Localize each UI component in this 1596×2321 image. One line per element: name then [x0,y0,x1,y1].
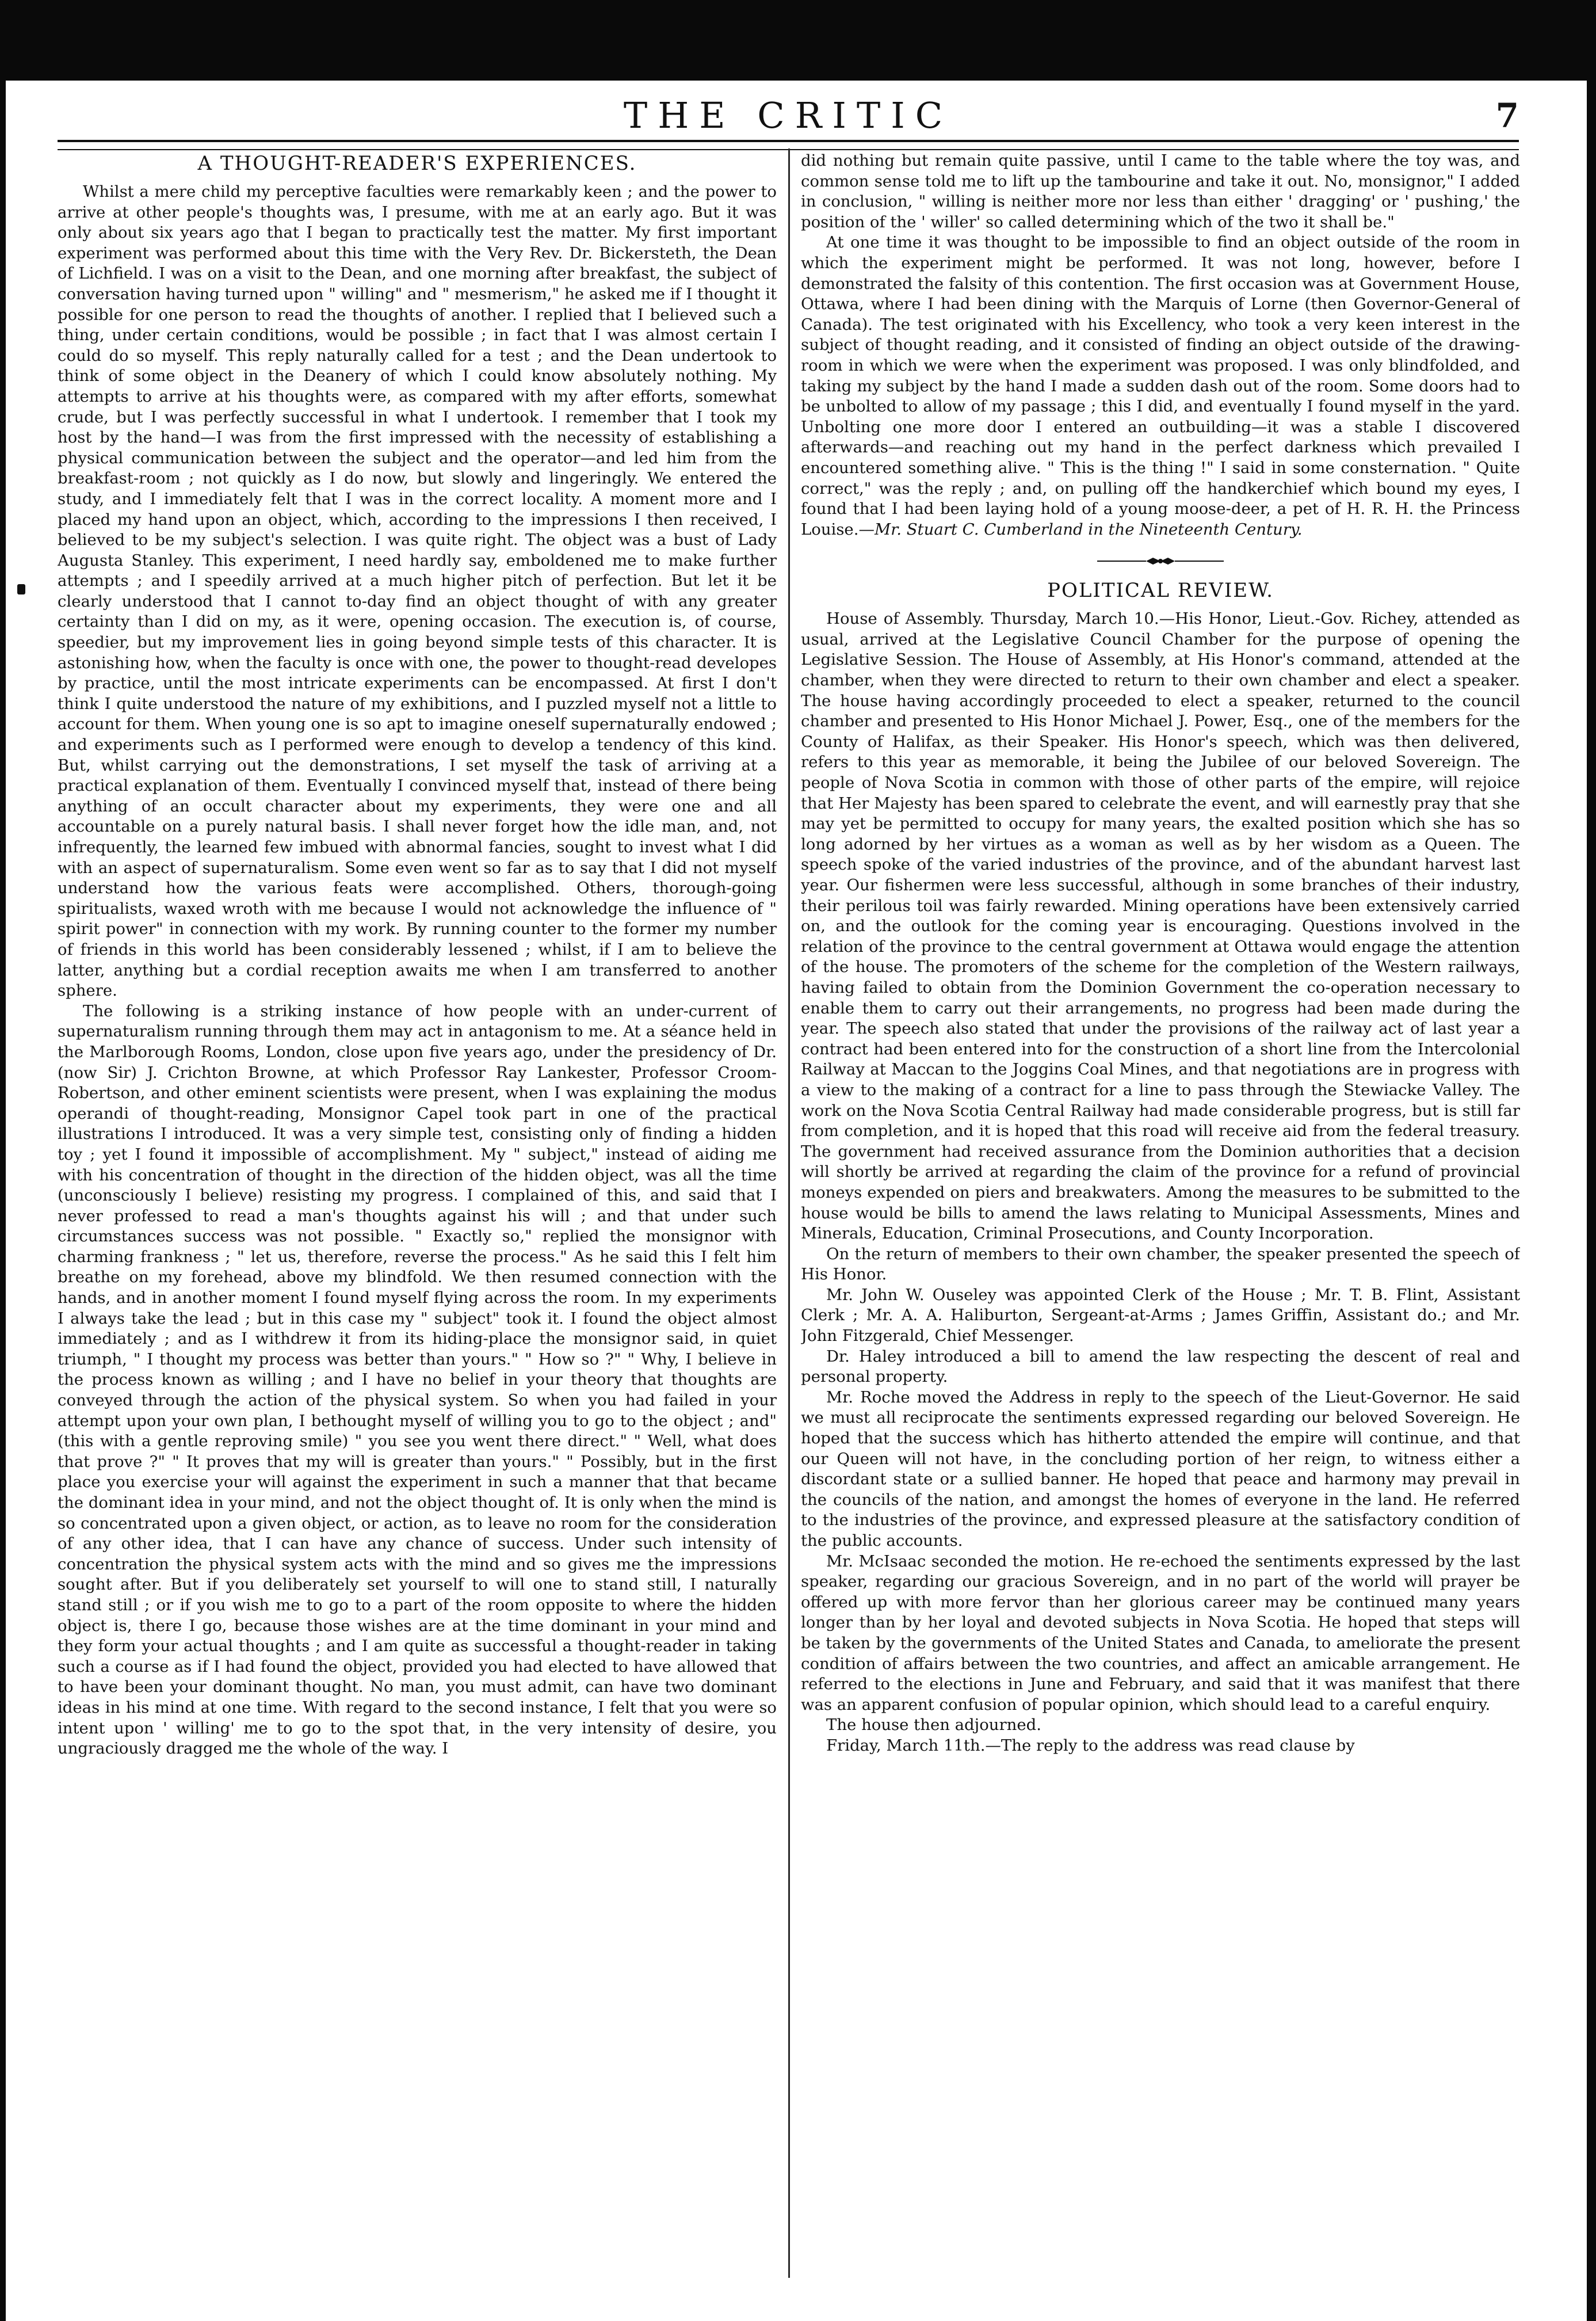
review-paragraph: On the return of members to their own chamber, the speaker presented the speech of His Honor. [801,1244,1520,1284]
section-ornament-icon [1097,555,1224,567]
review-paragraph: Mr. McIsaac seconded the motion. He re-echoed the sentiments expressed by the last speaker, regarding our gracious Sovereign, and in no part of the world will prayer be offered up with more fervor than her glorious career may be continued many years longer than by her loyal and devoted subjects in Nova Scotia. He hoped that steps will be taken by the governments of the United States and Canada, to ameliorate the present condition of affairs between the two countries, and affect an amicable arrangement. He referred to the elections in June and February, and said that it was manifest that there was an apparent confusion of popular opinion, which should lead to a careful enquiry. [801,1552,1520,1714]
scan-top-border [0,0,1596,81]
review-paragraph: Mr. Roche moved the Address in reply to the speech of the Lieut-Governor. He said we must all reciprocate the sentiments expressed regarding our beloved Sovereign. He hoped that the success which has hitherto attended the empire will continue, and that our Queen will not have, in the concluding portion of her reign, to witness either a discordant state or a sullied banner. He hoped that peace and harmony may prevail in the councils of the nation, and amongst the homes of everyone in the land. He referred to the industries of the province, and expressed pleasure at the satisfactory condition of the public accounts. [801,1388,1520,1550]
article-byline: Mr. Stuart C. Cumberland in the Nineteenth Century. [874,520,1303,539]
article-paragraph-text: At one time it was thought to be impossible to find an object outside of the room in which the experiment might be performed. It was not long, however, before I demonstrated the falsity of this contention. The first occasion was at Government House, Ottawa, where I had been dining with the Marquis of Lorne (then Governor-General of Canada). The test originated with his Excellency, who took a very keen interest in the subject of thought reading, and it consisted of finding an object outside of the drawing-room in which we were when the experiment was proposed. I was only blindfolded, and taking my subject by the hand I made a sudden dash out of the room. Some doors had to be unbolted to allow of my passage ; this I did, and eventually I found myself in the yard. Unbolting one more door I entered an outbuilding—it was a stable I discovered afterwards—and reaching out my hand in the perfect darkness which prevailed I encountered something alive. " This is the thing !" I said in some consternation. " Quite correct," was the reply ; and, on pulling off the handkerchief which bound my eyes, I found that I had been laying hold of a young moose-deer, a pet of H. R. H. the Princess Louise.— [801,233,1520,539]
article-paragraph: The following is a striking instance of how people with an under-current of supernaturalism running through them may act in antagonism to me. At a séance held in the Marlborough Rooms, London, close upon five years ago, under the presidency of Dr. (now Sir) J. Crichton Browne, at which Professor Ray Lankester, Professor Croom-Robertson, and other eminent scientists were present, when I was explaining the modus operandi of thought-reading, Monsignor Capel took part in one of the practical illustrations I introduced. It was a very simple test, consisting only of finding a hidden toy ; yet I found it impossible of accomplishment. My " subject," instead of aiding me with his concentration of thought in the direction of the hidden object, was all the time (unconsciously I believe) resisting my progress. I complained of this, and said that I never professed to read a man's thoughts against his will ; and that under such circumstances success was not possible. " Exactly so," replied the monsignor with charming frankness ; " let us, therefore, reverse the process." As he said this I felt him breathe on my forehead, above my blindfold. We then resumed connection with the hands, and in another moment I found myself flying across the room. In my experiments I always take the lead ; but in this case my " subject" took it. I found the object almost immediately ; and as I withdrew it from its hiding-place the monsignor said, in quiet triumph, " I thought my process was better than yours." " How so ?" " Why, I believe in the process known as willing ; and I have no belief in your theory that thoughts are conveyed through the action of the physical system. So when you had failed in your attempt upon your own plan, I bethought myself of willing you to go to the object ; and" (this with a gentle reproving smile) " you see you went there direct." " Well, what does that prove ?" " It proves that my will is greater than yours." " Possibly, but in the first place you exercise your will against the experiment in such a manner that that became the dominant idea in your mind, and not the object thought of. It is only when the mind is so concentrated upon a given object, or action, as to leave no room for the consideration of any other idea, that I can have any chance of success. Under such intensity of concentration the physical system acts with the mind and so gives me the impressions sought after. But if you deliberately set yourself to will one to stand still, I naturally stand still ; or if you wish me to go to a part of the room opposite to where the hidden object is, there I go, because those wishes are at the time dominant in your mind and they form your actual thoughts ; and I am quite as successful a thought-reader in taking such a course as if I had found the object, provided you had elected to have allowed that to have been your dominant thought. No man, you must admit, can have two dominant ideas in his mind at one time. With regard to the second instance, I felt that you were so intent upon ' willing' me to go to the spot that, in the very intensity of desire, you ungraciously dragged me the whole of the way. I [58,1001,777,1758]
column-divider [788,148,790,2278]
review-paragraph: Dr. Haley introduced a bill to amend the law respecting the descent of real and personal property. [801,1347,1520,1386]
page-header [58,93,1519,138]
article-title: A THOUGHT-READER'S EXPERIENCES. [197,152,637,175]
review-paragraph: House of Assembly. Thursday, March 10.—His Honor, Lieut.-Gov. Richey, attended as usual, arrived at the Legislative Council Chamber for the purpose of opening the Legislative Session. The House of Assembly, at His Honor's command, attended at the chamber, when they were directed to return to their own chamber and elect a speaker. The house having accordingly proceeded to elect a speaker, returned to the council chamber and presented to His Honor Michael J. Power, Esq., one of the members for the County of Halifax, as their Speaker. His Honor's speech, which was then delivered, refers to this year as memorable, it being the Jubilee of our beloved Sovereign. The people of Nova Scotia in common with those of other parts of the empire, will rejoice that Her Majesty has been spared to celebrate the event, and will earnestly pray that she may yet be permitted to occupy for many years, the exalted position which she has so long adorned by her virtues as a woman as well as by her wisdom as a Queen. The speech spoke of the varied industries of the province, and of the abundant harvest last year. Our fishermen were less successful, although in some branches of their industry, their perilous toil was fairly rewarded. Mining operations have been extensively carried on, and the outlook for the coming year is encouraging. Questions involved in the relation of the province to the central government at Ottawa would engage the attention of the house. The promoters of the scheme for the completion of the Western railways, having failed to obtain from the Dominion Government the co-operation necessary to enable them to carry out their arrangements, no progress had been made during the year. The speech also stated that under the provisions of the railway act of last year a contract had been entered into for the construction of a short line from the Intercolonial Railway at Maccan to the Joggins Coal Mines, and that negotiations are in progress with a view to the making of a contract for a line to pass through the Stewiacke Valley. The work on the Nova Scotia Central Railway had made considerable progress, but is still far from completion, and it is hoped that this road will receive aid from the federal treasury. The government had received assurance from the Dominion authorities that a decision will shortly be arrived at regarding the claim of the province for a refund of provincial moneys expended on piers and breakwaters. Among the measures to be submitted to the house would be bills to amend the laws relating to Municipal Assessments, Mines and Minerals, Education, Criminal Prosecutions, and County Incorporation. [801,609,1520,1243]
article-continuation: did nothing but remain quite passive, until I came to the table where the toy was, and common sense told me to lift up the tambourine and take it out. No, monsignor," I added in conclusion, " willing is neither more nor less than either ' dragging' or ' pushing,' the position of the ' willer' so called determining which of the two it shall be." [801,151,1520,231]
article-paragraph: Whilst a mere child my perceptive faculties were remarkably keen ; and the power to arrive at other people's thoughts was, I presume, with me at an early ago. But it was only about six years ago that I began to practically test the matter. My first important experiment was performed about this time with the Very Rev. Dr. Bickersteth, the Dean of Lichfield. I was on a visit to the Dean, and one morning after breakfast, the subject of conversation having turned upon " willing" and " mesmerism," he asked me if I thought it possible for one person to read the thoughts of another. I replied that I believed such a thing, under certain conditions, would be possible ; in fact that I was almost certain I could do so myself. This reply naturally called for a test ; and the Dean undertook to think of some object in the Deanery of which I could know absolutely nothing. My attempts to arrive at his thoughts were, as compared with my after efforts, somewhat crude, but I was perfectly successful in what I undertook. I remember that I took my host by the hand—I was from the first impressed with the necessity of establishing a physical communication between the subject and the operator—and led him from the breakfast-room ; not quickly as I do now, but slowly and lingeringly. We entered the study, and I immediately felt that I was in the correct locality. A moment more and I placed my hand upon an object, which, according to the impressions I then received, I believed to be my subject's selection. I was quite right. The object was a bust of Lady Augusta Stanley. This experiment, I need hardly say, emboldened me to make further attempts ; and I speedily arrived at a much higher pitch of perfection. But let it be clearly understood that I cannot to-day find an object thought of with any greater certainty than I did on my, as it were, opening occasion. The execution is, of course, speedier, but my improvement lies in going beyond simple tests of this character. It is astonishing how, when the faculty is once with one, the power to thought-read developes by practice, until the most intricate experiments can be encompassed. At first I don't think I quite understood the nature of my exhibitions, and I puzzled myself not a little to account for them. When young one is so apt to imagine oneself supernaturally endowed ; and experiments such as I performed were enough to develop a tendency of this kind. But, whilst carrying out the demonstrations, I set myself the task of arriving at a practical explanation of them. Eventually I convinced myself that, instead of there being anything of an occult character about my experiments, they were one and all accountable on a purely natural basis. I shall never forget how the idle man, and, not infrequently, the learned few imbued with abnormal fancies, sought to invest what I did with an aspect of supernaturalism. Some even went so far as to say that I did not myself understand how the various feats were accomplished. Others, thorough-going spiritualists, waxed wroth with me because I would not acknowledge the influence of " spirit power" in connection with my work. By running counter to the former my number of friends in this world has been considerably lessened ; whilst, if I am to believe the latter, anything but a cordial reception awaits me when I am transferred to another sphere. [58,182,777,1000]
masthead-title: THE CRITIC [623,94,953,136]
review-paragraph: Friday, March 11th.—The reply to the address was read clause by [826,1736,1355,1755]
section-title: POLITICAL REVIEW. [1047,579,1274,603]
article-paragraph [801,233,1520,540]
review-paragraph: The house then adjourned. [826,1716,1041,1735]
scan-left-border [0,0,6,2321]
page-number: 7 [1495,96,1519,135]
right-column [801,151,1520,2280]
left-column [58,151,777,2280]
scan-right-border [1587,0,1596,2321]
review-paragraph: Mr. John W. Ouseley was appointed Clerk of the House ; Mr. T. B. Flint, Assistant Clerk ; Mr. A. A. Haliburton, Sergeant-at-Arms ; James Griffin, Assistant do.; and Mr. John Fitzgerald, Chief Messenger. [801,1285,1520,1346]
margin-mark [17,584,25,594]
